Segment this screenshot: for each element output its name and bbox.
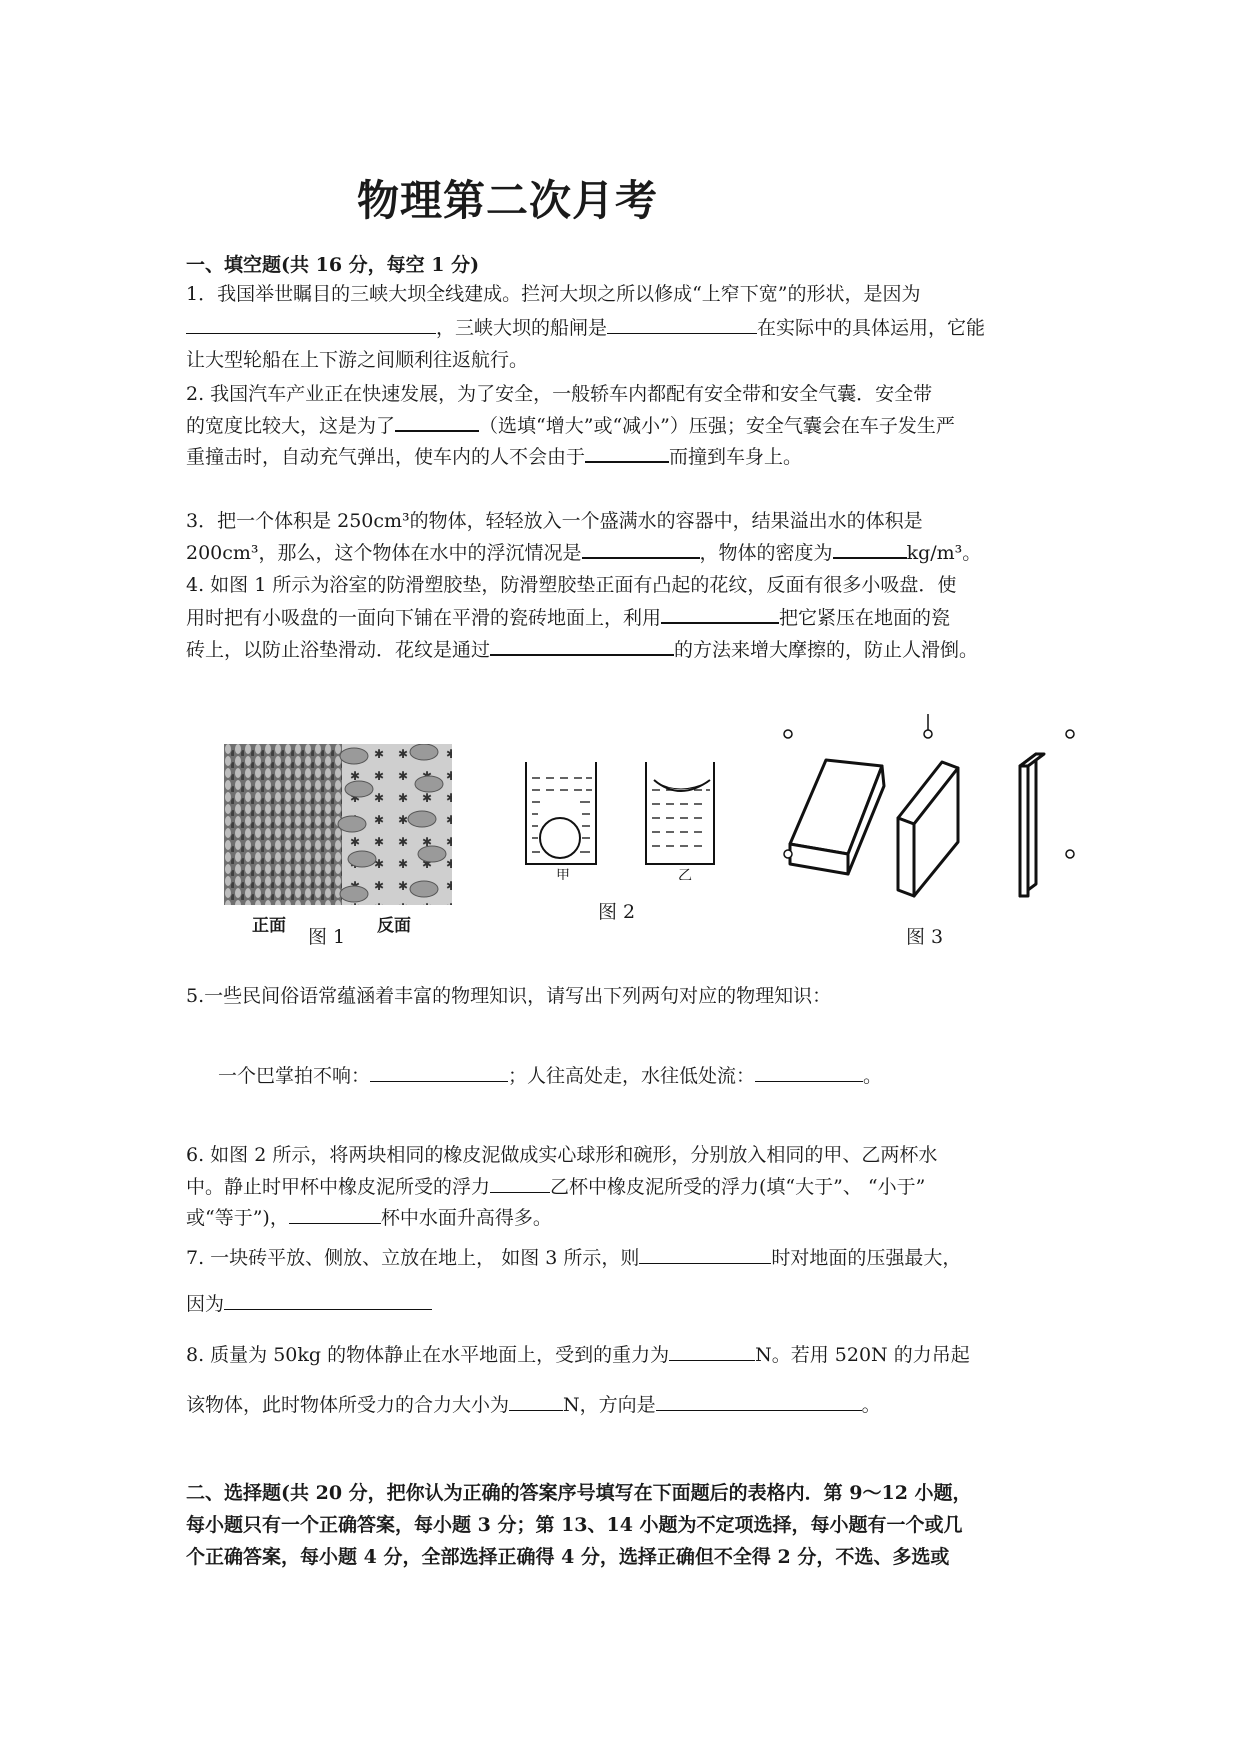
figure2-cups: [520, 760, 720, 880]
q1-line3: 让大型轮船在上下游之间顺利往返航行。: [186, 349, 529, 371]
q5-line2: [218, 1061, 882, 1091]
q2-text-a: 的宽度比较大，这是为了: [186, 415, 396, 437]
q7-blank2[interactable]: [224, 1291, 432, 1310]
q2-text-c: 重撞击时，自动充气弹出，使车内的人不会由于: [186, 446, 586, 468]
q7-blank1[interactable]: [639, 1245, 771, 1264]
figure3-image: [780, 714, 1090, 904]
section1-heading: 一、填空题(共 16 分，每空 1 分): [186, 254, 480, 276]
q7-text-c: 因为: [186, 1293, 225, 1315]
q6-blank1[interactable]: [490, 1174, 550, 1193]
q5-blank2[interactable]: [755, 1063, 863, 1082]
figure1-back-label: 反面: [377, 916, 411, 936]
figure1-image: [224, 744, 452, 905]
figure2-caption: 图 2: [598, 901, 636, 923]
section2-line1: 二、选择题(共 20 分，把你认为正确的答案序号填写在下面题后的表格内．第 9～12 小题，: [186, 1482, 972, 1504]
q4-blank2[interactable]: [490, 636, 674, 656]
q2-line1: 2. 我国汽车产业正在快速发展，为了安全，一般轿车内都配有安全带和安全气囊．安全带: [186, 383, 933, 405]
q2-line3: [186, 442, 802, 472]
q6-text-b: 乙杯中橡皮泥所受的浮力(填“大于”、 “小于”: [550, 1176, 926, 1198]
q6-line2: [186, 1172, 925, 1202]
figure1-caption: 图 1: [308, 926, 346, 948]
q3-blank2[interactable]: [833, 539, 907, 559]
q3-line1: 3．把一个体积是 250cm³的物体，轻轻放入一个盛满水的容器中，结果溢出水的体积是: [186, 510, 923, 532]
q6-line3: [186, 1203, 552, 1233]
q8-line1: [186, 1340, 970, 1370]
q8-text-b: N。若用 520N 的力吊起: [755, 1344, 970, 1366]
q2-line2: [186, 411, 955, 441]
q7-line2: [186, 1289, 432, 1319]
q4-blank1[interactable]: [661, 604, 779, 624]
q6-text-d: 杯中水面升高得多。: [380, 1207, 552, 1229]
figure3-caption: 图 3: [906, 926, 944, 948]
q3-line2: [186, 538, 981, 568]
q6-line1: 6. 如图 2 所示，将两块相同的橡皮泥做成实心球形和碗形，分别放入相同的甲、乙两杯水: [186, 1144, 938, 1166]
q4-text-c: 砖上，以防止浴垫滑动．花纹是通过: [186, 639, 491, 661]
q4-text-a: 用时把有小吸盘的一面向下铺在平滑的瓷砖地面上，利用: [186, 607, 662, 629]
q5-text-c: 。: [863, 1065, 883, 1087]
q8-text-e: 。: [861, 1394, 881, 1416]
figure2-image: [520, 760, 720, 880]
q2-text-b: （选填“增大”或“减小”）压强；安全气囊会在车子发生严: [479, 415, 955, 437]
q1-line2: [186, 313, 985, 343]
q5-blank1[interactable]: [370, 1063, 508, 1082]
q6-blank2[interactable]: [289, 1205, 381, 1224]
q1-line1: 1．我国举世瞩目的三峡大坝全线建成。拦河大坝之所以修成“上窄下宽”的形状，是因为: [186, 283, 921, 305]
figure3-bricks: [780, 714, 1090, 904]
q1-blank1[interactable]: [186, 315, 436, 334]
q8-text-a: 8. 质量为 50kg 的物体静止在水平地面上，受到的重力为: [186, 1344, 670, 1366]
section2-line2: 每小题只有一个正确答案，每小题 3 分；第 13、14 小题为不定项选择，每小题有一个或几: [186, 1514, 963, 1536]
q4-line1: 4. 如图 1 所示为浴室的防滑塑胶垫，防滑塑胶垫正面有凸起的花纹，反面有很多小吸盘．使: [186, 574, 957, 596]
q3-text-a: 200cm³，那么，这个物体在水中的浮沉情况是: [186, 542, 582, 564]
q1-text-a: ，三峡大坝的船闸是: [436, 317, 608, 339]
figure1-front-label: 正面: [252, 916, 286, 936]
q3-text-c: kg/m³。: [906, 542, 982, 564]
q7-text-a: 7. 一块砖平放、侧放、立放在地上， 如图 3 所示，则: [186, 1247, 640, 1269]
q8-blank1[interactable]: [669, 1342, 755, 1361]
q5-text-b: ；人往高处走，水往低处流：: [508, 1065, 756, 1087]
q8-line2: [186, 1390, 881, 1420]
q5-text-a: 一个巴掌拍不响：: [218, 1065, 371, 1087]
section2-line3: 个正确答案，每小题 4 分，全部选择正确得 4 分，选择正确但不全得 2 分，不选、多选或: [186, 1546, 950, 1568]
q6-text-a: 中。静止时甲杯中橡皮泥所受的浮力: [186, 1176, 491, 1198]
q1-blank2[interactable]: [607, 315, 757, 334]
figure1-bathmat: [224, 744, 452, 905]
q4-text-d: 的方法来增大摩擦的，防止人滑倒。: [674, 639, 979, 661]
q7-text-b: 时对地面的压强最大，: [771, 1247, 962, 1269]
q7-line1: [186, 1243, 961, 1273]
q6-text-c: 或“等于”)，: [186, 1207, 289, 1229]
figure2-label-yi: 乙: [678, 868, 692, 880]
q2-text-d: 而撞到车身上。: [669, 446, 803, 468]
q8-text-d: N，方向是: [563, 1394, 656, 1416]
q5-line1: 5.一些民间俗语常蕴涵着丰富的物理知识，请写出下列两句对应的物理知识：: [186, 985, 832, 1007]
q4-line3: [186, 635, 978, 665]
q8-text-c: 该物体，此时物体所受力的合力大小为: [186, 1394, 510, 1416]
q2-blank1[interactable]: [395, 412, 479, 432]
q3-text-b: ，物体的密度为: [699, 542, 833, 564]
page-title: 物理第二次月考: [357, 176, 659, 225]
q4-line2: [186, 603, 950, 633]
q8-blank3[interactable]: [656, 1392, 862, 1411]
q8-blank2[interactable]: [509, 1392, 563, 1411]
q3-blank1[interactable]: [582, 539, 700, 559]
q2-blank2[interactable]: [585, 443, 669, 463]
figure2-label-jia: 甲: [556, 868, 570, 880]
q1-text-b: 在实际中的具体运用，它能: [757, 317, 986, 339]
q4-text-b: 把它紧压在地面的瓷: [779, 607, 951, 629]
